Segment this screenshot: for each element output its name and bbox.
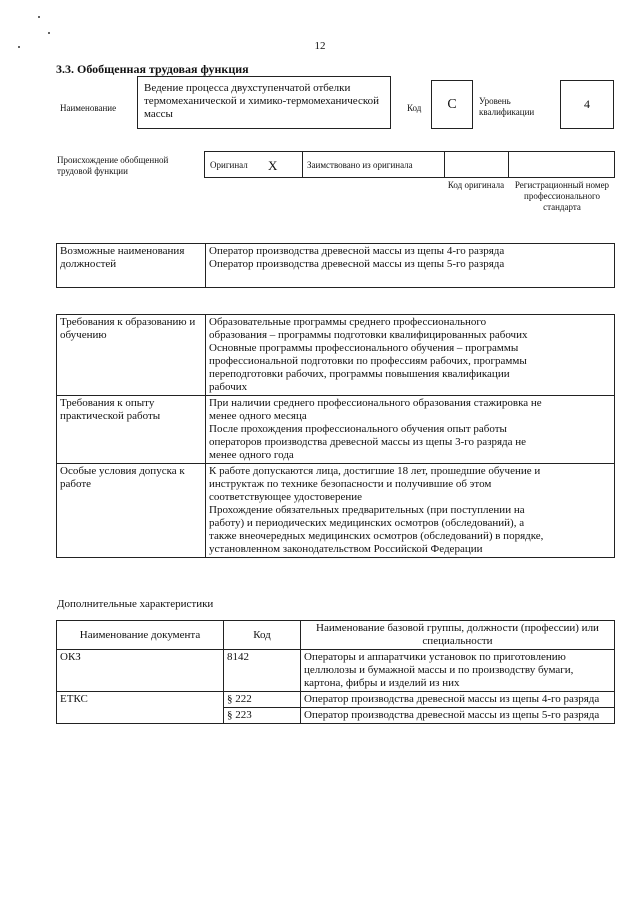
text-line: Образовательные программы среднего профессионального — [209, 316, 487, 328]
text-line: работу) и периодических медицинских осмотров (обследований), а — [209, 517, 525, 529]
text-line: переподготовки рабочих, программы повышения квалификации — [209, 368, 510, 380]
additional-table — [56, 620, 615, 724]
table-row — [57, 315, 615, 396]
cell-code: 8142 — [224, 650, 301, 692]
list-item: Оператор производства древесной массы из щепы 5-го разряда — [209, 258, 505, 270]
divider — [444, 152, 445, 177]
text-line: После прохождения профессионального обучения опыт работы — [209, 423, 507, 435]
positions-table — [56, 243, 615, 288]
requirement-value — [206, 464, 615, 558]
text-line: профессиональной подготовки по профессиям рабочих, программы — [209, 355, 527, 367]
text-line: установленном законодательством Российской Федерации — [209, 543, 483, 555]
cell-name: Операторы и аппаратчики установок по приготовлению целлюлозы и бумажной массы и по производству бумаги, картона, фибры и изделий из них — [301, 650, 615, 692]
text-line: инструктаж по технике безопасности и получившие об этом — [209, 478, 492, 490]
origin-box — [204, 151, 615, 178]
name-label: Наименование — [60, 103, 117, 113]
table-row — [57, 396, 615, 464]
table-row — [57, 464, 615, 558]
cell-name: Оператор производства древесной массы из щепы 4-го разряда — [301, 692, 615, 708]
col-header-doc: Наименование документа — [57, 621, 224, 650]
text-line: К работе допускаются лица, достигшие 18 лет, прошедшие обучение и — [209, 465, 541, 477]
text-line: Прохождение обязательных предварительных (при поступлении на — [209, 504, 525, 516]
requirement-value — [206, 315, 615, 396]
cell-code: § 223 — [224, 708, 301, 724]
origin-label: Происхождение обобщенной трудовой функции — [57, 155, 169, 176]
text-line: образования – программы подготовки квалифицированных рабочих — [209, 329, 528, 341]
cell-doc: ЕТКС — [57, 692, 224, 724]
requirement-label: Требования к опыту практической работы — [57, 396, 206, 464]
requirements-table — [56, 314, 615, 558]
requirement-value — [206, 396, 615, 464]
col-header-name: Наименование базовой группы, должности (профессии) или специальности — [301, 621, 615, 650]
text-line: менее одного года — [209, 449, 294, 461]
original-label: Оригинал — [210, 160, 248, 170]
requirement-label: Требования к образованию и обучению — [57, 315, 206, 396]
text-line: Основные программы профессионального обучения – программы — [209, 342, 519, 354]
table-row — [57, 692, 615, 708]
requirement-label: Особые условия допуска к работе — [57, 464, 206, 558]
name-value: Ведение процесса двухступенчатой отбелки термомеханической и химико-термомеханической массы — [137, 76, 391, 129]
additional-title: Дополнительные характеристики — [57, 598, 214, 610]
borrowed-label: Заимствовано из оригинала — [307, 160, 413, 170]
code-caption: Код оригинала — [447, 180, 505, 190]
text-line: соответствующее удостоверение — [209, 491, 362, 503]
text-line: менее одного месяца — [209, 410, 307, 422]
original-mark: Х — [268, 158, 278, 173]
cell-name: Оператор производства древесной массы из щепы 5-го разряда — [301, 708, 615, 724]
divider — [508, 152, 509, 177]
table-header-row — [57, 621, 615, 650]
text-line: также внеочередных медицинских осмотров (обследований) в порядке, — [209, 530, 544, 542]
col-header-code: Код — [224, 621, 301, 650]
divider — [302, 152, 303, 177]
text-line: операторов производства древесной массы из щепы 3-го разряда не — [209, 436, 527, 448]
code-value: С — [431, 80, 473, 129]
table-row — [57, 244, 615, 288]
cell-code: § 222 — [224, 692, 301, 708]
level-value: 4 — [560, 80, 614, 129]
text-line: рабочих — [209, 381, 248, 393]
reg-caption: Регистрационный номер профессионального стандарта — [514, 180, 610, 212]
code-label: Код — [407, 103, 422, 113]
list-item: Оператор производства древесной массы из щепы 4-го разряда — [209, 245, 505, 257]
table-row — [57, 650, 615, 692]
positions-values — [206, 244, 615, 288]
positions-label: Возможные наименования должностей — [57, 244, 206, 288]
page-number: 12 — [314, 40, 326, 52]
section-title: 3.3. Обобщенная трудовая функция — [56, 62, 249, 76]
text-line: При наличии среднего профессионального образования стажировка не — [209, 397, 542, 409]
level-label: Уровень квалификации — [479, 96, 535, 117]
cell-doc: ОКЗ — [57, 650, 224, 692]
